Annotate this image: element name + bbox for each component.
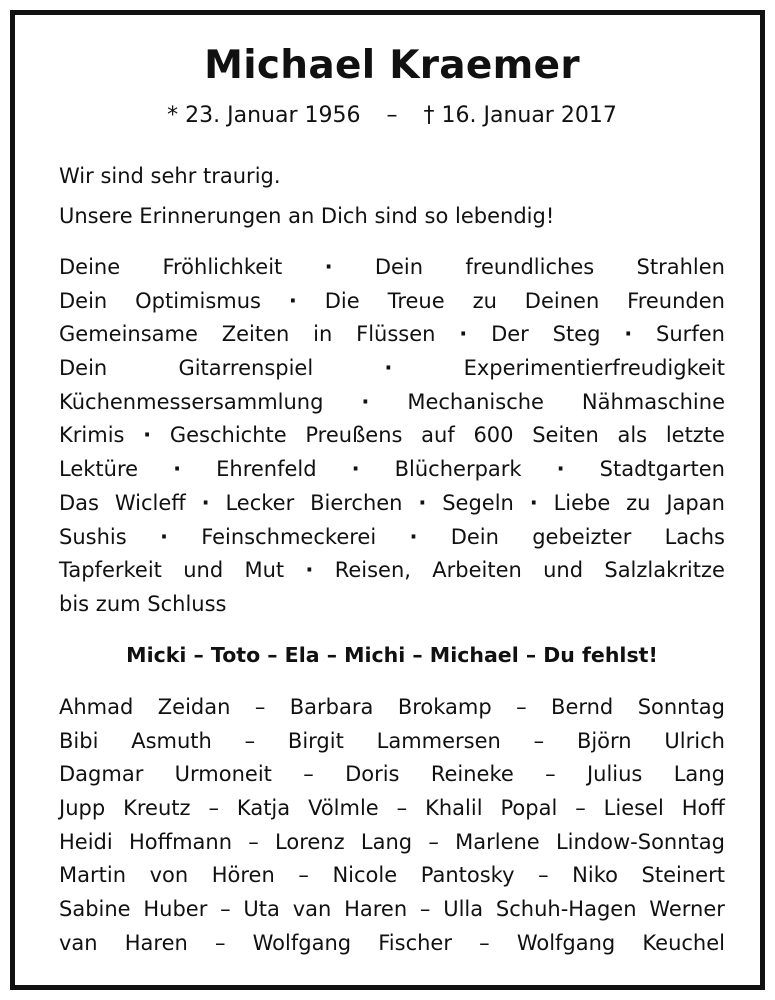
word: Kreutz xyxy=(123,796,191,821)
separator: – xyxy=(428,829,439,854)
word: Hoff xyxy=(681,796,725,821)
mourner-line xyxy=(59,859,725,893)
word: Popal xyxy=(500,796,558,821)
separator: · xyxy=(409,524,418,549)
word: Sabine xyxy=(59,897,131,922)
intro-line: Wir sind sehr traurig. xyxy=(59,164,281,188)
separator: · xyxy=(143,423,152,448)
memory-line xyxy=(59,285,725,319)
word: Brokamp xyxy=(397,695,492,719)
word: zu xyxy=(626,490,651,515)
word: Lecker xyxy=(225,490,295,515)
mourner-line xyxy=(59,691,725,725)
separator: – xyxy=(516,695,527,719)
word: Das xyxy=(59,490,99,515)
memory-line xyxy=(59,352,725,386)
word: Heidi xyxy=(59,829,113,854)
nicknames-tagline: Micki – Toto – Ela – Michi – Michael – Du fehlst! xyxy=(126,643,658,667)
separator: – xyxy=(248,829,259,854)
word: Reineke xyxy=(430,762,514,787)
memories-text xyxy=(59,251,725,622)
separator: · xyxy=(384,356,393,381)
word: Haren xyxy=(344,897,408,922)
death-date: † 16. Januar 2017 xyxy=(423,103,617,128)
word: Uta xyxy=(243,897,280,922)
word: Huber xyxy=(143,897,208,922)
word: Wicleff xyxy=(114,490,186,515)
word: Surfen xyxy=(656,322,725,347)
separator: – xyxy=(419,897,431,922)
word: auf xyxy=(421,423,455,448)
mourner-line xyxy=(59,725,725,759)
word: Hören xyxy=(211,863,275,888)
word: Deine xyxy=(59,255,121,279)
word: Die xyxy=(324,288,360,313)
word: Küchenmessersammlung xyxy=(59,389,324,414)
word: Sushis xyxy=(59,524,127,549)
memory-line xyxy=(59,251,725,285)
word: Reisen, xyxy=(334,558,411,583)
word: Arbeiten xyxy=(432,558,522,583)
word: und xyxy=(183,558,224,583)
word: Flüssen xyxy=(356,322,436,347)
word: Werner xyxy=(649,897,725,922)
word: Geschichte xyxy=(169,423,287,448)
memory-line xyxy=(59,453,725,487)
word: Pantosky xyxy=(420,863,515,888)
word: Lorenz xyxy=(275,829,345,854)
word: Doris xyxy=(345,762,400,787)
mourner-line xyxy=(59,893,725,927)
word: Barbara xyxy=(289,695,374,719)
word: Völmle xyxy=(308,796,379,821)
deceased-name: Michael Kraemer xyxy=(204,43,580,88)
word: Wolfgang xyxy=(252,930,352,955)
memory-line xyxy=(59,588,725,622)
word: Lang xyxy=(360,829,413,854)
memory-line xyxy=(59,386,725,420)
separator: – xyxy=(298,863,309,888)
word: Stadtgarten xyxy=(599,457,725,482)
word: zu xyxy=(472,288,497,313)
word: 600 xyxy=(473,423,514,448)
memory-line xyxy=(59,521,725,555)
separator: · xyxy=(288,288,297,313)
word: Japan xyxy=(666,490,725,515)
mourners-list xyxy=(59,691,725,961)
word: Julius xyxy=(586,762,643,787)
word: Dagmar xyxy=(59,762,144,787)
word: Zeidan xyxy=(157,695,231,719)
memory-line xyxy=(59,419,725,453)
word: Mechanische xyxy=(407,389,544,414)
separator: – xyxy=(214,930,226,955)
word: Dein xyxy=(59,356,108,381)
word: Urmoneit xyxy=(174,762,272,787)
word: Feinschmeckerei xyxy=(201,524,377,549)
word: Lachs xyxy=(664,524,725,549)
memory-line xyxy=(59,554,725,588)
memory-line xyxy=(59,318,725,352)
separator: – xyxy=(303,762,314,787)
separator: · xyxy=(361,389,370,414)
word: Dein xyxy=(450,524,499,549)
word: Bibi xyxy=(59,728,99,753)
word: Bierchen xyxy=(310,490,403,515)
word: Ulrich xyxy=(664,728,725,753)
word: Krimis xyxy=(59,423,125,448)
word: van xyxy=(292,897,332,922)
separator: – xyxy=(479,930,490,955)
separator: · xyxy=(556,457,565,482)
separator: – xyxy=(396,796,408,821)
word: Liesel xyxy=(603,796,664,821)
word: freundliches xyxy=(465,255,595,279)
separator: – xyxy=(545,762,556,787)
mourner-line xyxy=(59,927,725,961)
word: von xyxy=(149,863,189,888)
separator: – xyxy=(254,695,266,719)
separator: – xyxy=(208,796,219,821)
word: Ahmad xyxy=(59,695,134,719)
word: Marlene xyxy=(455,829,540,854)
word: Nähmaschine xyxy=(581,389,725,414)
word: Strahlen xyxy=(636,255,725,279)
word: Preußens xyxy=(305,423,403,448)
word: Bernd xyxy=(551,695,614,719)
word: Björn xyxy=(576,728,632,753)
word: Wolfgang xyxy=(516,930,616,955)
word: Lindow-Sonntag xyxy=(555,829,725,854)
separator: · xyxy=(459,322,468,347)
mourner-line xyxy=(59,758,725,792)
separator: · xyxy=(624,322,633,347)
word: Zeiten xyxy=(221,322,290,347)
birth-date: * 23. Januar 1956 xyxy=(167,103,361,128)
separator: · xyxy=(418,490,427,515)
word: Birgit xyxy=(287,728,344,753)
separator: · xyxy=(305,558,314,583)
separator: · xyxy=(159,524,168,549)
obituary-card xyxy=(10,10,765,990)
separator: – xyxy=(244,728,256,753)
word: Blücherpark xyxy=(394,457,522,482)
word: Seiten xyxy=(532,423,599,448)
word: Asmuth xyxy=(131,728,212,753)
mourner-line xyxy=(59,826,725,860)
separator: – xyxy=(220,897,231,922)
word: Dein xyxy=(59,288,108,313)
word: Martin xyxy=(59,863,126,888)
word: Lammersen xyxy=(376,728,501,753)
word: als xyxy=(617,423,648,448)
word: Freunden xyxy=(627,288,725,313)
word: Lektüre xyxy=(59,457,139,482)
word: Khalil xyxy=(425,796,483,821)
word: Haren xyxy=(124,930,188,955)
word: Nicole xyxy=(332,863,398,888)
word: Lang xyxy=(673,762,725,787)
word: Dein xyxy=(374,255,424,279)
word: bis xyxy=(59,591,90,616)
word: Ehrenfeld xyxy=(216,457,317,482)
word: Keuchel xyxy=(642,930,725,955)
word: Niko xyxy=(572,863,618,888)
word: Deinen xyxy=(524,288,600,313)
word: Fischer xyxy=(378,930,452,955)
word: Treue xyxy=(387,288,445,313)
word: Steg xyxy=(552,322,601,347)
word: letzte xyxy=(665,423,725,448)
word: Gemeinsame xyxy=(59,322,198,347)
separator: · xyxy=(351,457,360,482)
word: Liebe xyxy=(553,490,611,515)
mourner-line xyxy=(59,792,725,826)
word: Segeln xyxy=(442,490,514,515)
word: Ulla xyxy=(443,897,484,922)
word: Salzlakritze xyxy=(604,558,725,583)
separator: · xyxy=(173,457,182,482)
word: Schuh-Hagen xyxy=(495,897,637,922)
word: van xyxy=(59,930,98,955)
separator: – xyxy=(575,796,586,821)
memory-line xyxy=(59,487,725,521)
separator: – xyxy=(538,863,549,888)
word: in xyxy=(313,322,333,347)
separator: · xyxy=(201,490,210,515)
separator: · xyxy=(324,255,333,279)
word: Mut xyxy=(244,558,285,583)
word: Tapferkeit xyxy=(59,558,162,583)
word: Optimismus xyxy=(135,288,261,313)
word: Hoffmann xyxy=(128,829,233,854)
separator: · xyxy=(529,490,538,515)
word: Der xyxy=(491,322,529,347)
word: Schluss xyxy=(147,591,227,616)
word: Steinert xyxy=(641,863,725,888)
word: zum xyxy=(95,591,141,616)
life-dates xyxy=(59,101,725,131)
word: Sonntag xyxy=(637,695,725,719)
word: Experimentierfreudigkeit xyxy=(463,356,725,381)
intro-line: Unsere Erinnerungen an Dich sind so lebendig! xyxy=(59,204,555,228)
word: Gitarrenspiel xyxy=(178,356,314,381)
separator: – xyxy=(533,728,545,753)
word: Fröhlichkeit xyxy=(162,255,283,279)
word: Jupp xyxy=(59,796,106,821)
word: Katja xyxy=(236,796,291,821)
word: gebeizter xyxy=(532,524,632,549)
date-dash: – xyxy=(386,103,398,128)
word: und xyxy=(543,558,584,583)
